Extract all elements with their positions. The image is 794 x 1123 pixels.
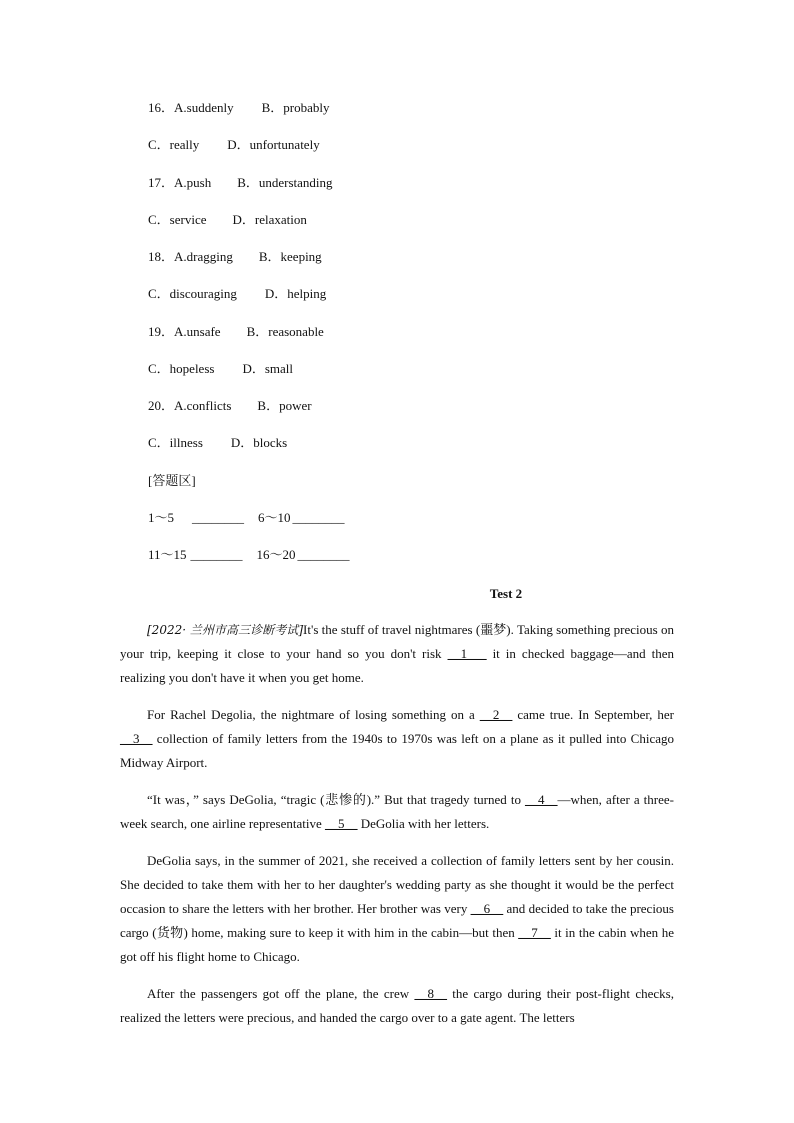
paragraph-1: [2022· 兰州市高三诊断考试]It's the stuff of travel nightmares (噩梦). Taking something precious on your trip, keeping it close to your hand so you don't risk __1___ it in checked baggage—and then realizing you don't have it when you get home. — [120, 622, 674, 685]
option-row: C．service D．relaxation — [148, 212, 307, 227]
blank-6: __6__ — [470, 901, 504, 916]
blank-5: __5__ — [325, 816, 358, 831]
option-row: 19．A.unsafe B．reasonable — [148, 324, 324, 339]
option-row: C．discouraging D．helping — [148, 286, 327, 301]
test-title: Test 2 — [489, 586, 523, 601]
source-citation: [2022· 兰州市高三诊断考试] — [147, 623, 304, 637]
paragraph-5: After the passengers got off the plane, the crew __8__ the cargo during their post-flight checks, realized the letters were precious, and handed the cargo over to a gate agent. The letters — [120, 986, 674, 1025]
blank-4: __4__ — [525, 792, 558, 807]
paragraph-4: DeGolia says, in the summer of 2021, she received a collection of family letters sent by her cousin. She decided to take them with her to her daughter's wedding party as she thought it would be the perfect occasion to share the letters with her brother. Her brother was very __6__ and decided to take the precious cargo (货物) home, making sure to keep it with him in the cabin—but then __7__ it in the cabin when he got off his flight home to Chicago. — [120, 853, 674, 964]
answer-row: 11～15 ________ 16～20 ________ — [148, 547, 350, 562]
blank-1: __1___ — [447, 646, 487, 661]
option-row: 16．A.suddenly B．probably — [148, 100, 330, 115]
answer-row: 1～5 ________ 6～10 ________ — [148, 510, 345, 525]
blank-8: __8__ — [414, 986, 447, 1001]
option-row: C．really D．unfortunately — [148, 137, 320, 152]
option-row: 18．A.dragging B．keeping — [148, 249, 322, 264]
blank-2: __2__ — [479, 707, 513, 722]
blank-3: __3__ — [120, 731, 153, 746]
option-row: 20．A.conflicts B．power — [148, 398, 312, 413]
option-row: C．illness D．blocks — [148, 435, 288, 450]
blank-7: __7__ — [518, 925, 551, 940]
option-row: 17．A.push B．understanding — [148, 175, 333, 190]
paragraph-3: “It was，” says DeGolia, “tragic (悲惨的).” But that tragedy turned to __4__—when, after a three-week search, one airline representative __5__ DeGolia with her letters. — [120, 792, 674, 831]
option-row: C．hopeless D．small — [148, 361, 294, 376]
answer-area-label: [答题区] — [148, 473, 196, 488]
paragraph-2: For Rachel Degolia, the nightmare of losing something on a __2__ came true. In September, her __3__ collection of family letters from the 1940s to 1970s was left on a plane as it pulled into Chicago Midway Airport. — [120, 707, 675, 770]
